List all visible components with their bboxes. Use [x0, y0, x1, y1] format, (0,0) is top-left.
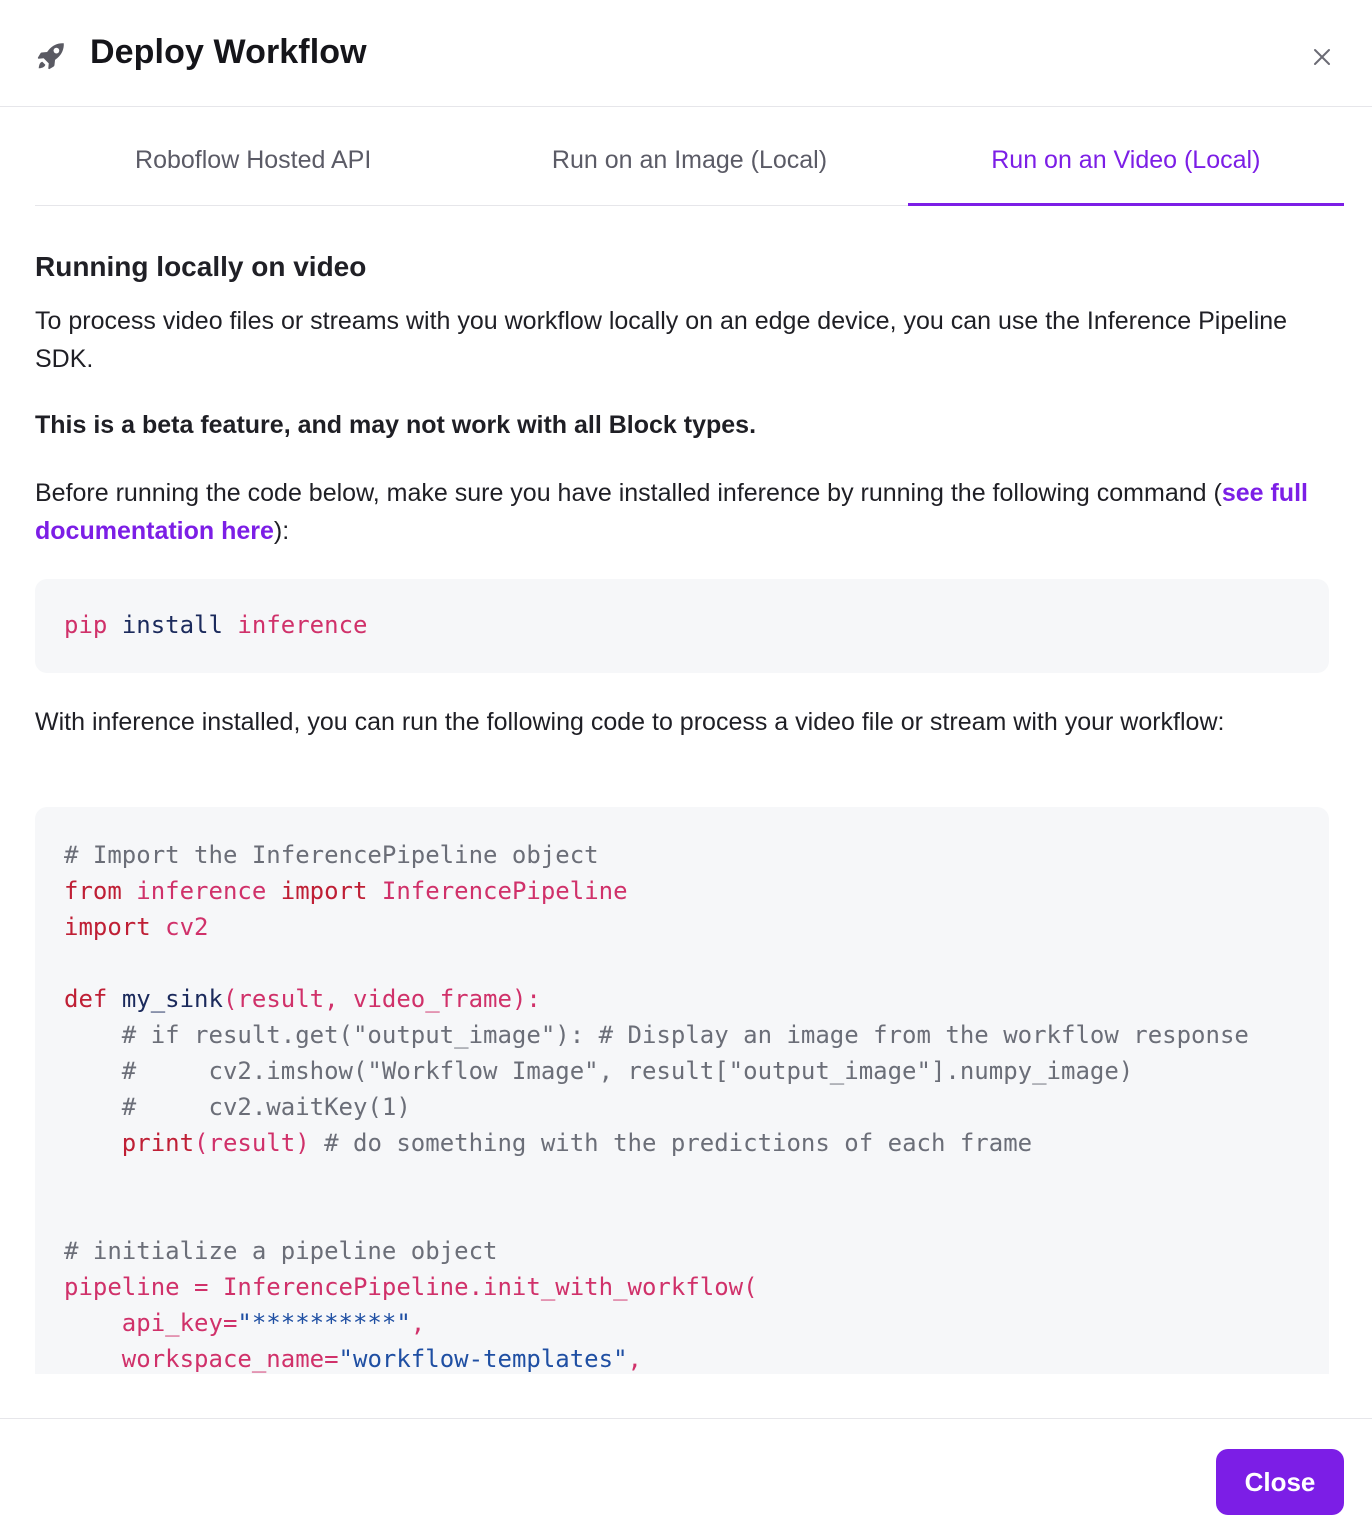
code-comment: # if result.get("output_image"): # Display an image from the workflow response	[121, 1021, 1249, 1049]
code-comment: # Import the InferencePipeline object	[64, 841, 599, 869]
code-token: print	[121, 1129, 195, 1157]
code-token: cv2	[165, 913, 209, 941]
deploy-tabs	[35, 107, 1344, 206]
code-token: api_key=	[121, 1309, 238, 1337]
code-token: def	[64, 985, 108, 1013]
code-token: workspace_name=	[121, 1345, 339, 1373]
install-suffix: ):	[273, 517, 290, 545]
dialog-footer	[0, 1418, 1372, 1518]
close-button[interactable]: Close	[1216, 1449, 1344, 1515]
code-comment: # cv2.waitKey(1)	[121, 1093, 411, 1121]
tab-hosted-api[interactable]: Roboflow Hosted API	[135, 145, 372, 174]
code-token: import	[280, 877, 368, 905]
code-token: ,	[627, 1345, 642, 1373]
code-token: inference	[136, 877, 267, 905]
code-token: pipeline = InferencePipeline.init_with_workflow(	[64, 1273, 758, 1301]
code-token: inference	[237, 611, 368, 639]
code-token: install	[121, 611, 223, 639]
code-string: "**********"	[237, 1309, 411, 1337]
install-prefix: Before running the code below, make sure you have installed inference by running the following command (	[35, 479, 1222, 507]
code-string: "workflow-templates"	[338, 1345, 628, 1373]
documentation-link[interactable]: see full documentation here	[35, 479, 1308, 545]
close-icon[interactable]	[1309, 44, 1335, 70]
code-token: import	[64, 913, 151, 941]
intro-text: To process video files or streams with you workflow locally on an edge device, you can use the Inference Pipeline SDK.	[35, 307, 1288, 373]
code-comment: # cv2.imshow("Workflow Image", result["output_image"].numpy_image)	[121, 1057, 1134, 1085]
tab-content	[35, 206, 1329, 1374]
run-instructions: With inference installed, you can run the following code to process a video file or stream with your workflow:	[35, 708, 1225, 736]
code-token: ,	[410, 1309, 426, 1337]
dialog-title: Deploy Workflow	[90, 33, 367, 71]
code-token: InferencePipeline	[381, 877, 628, 905]
rocket-icon	[33, 38, 69, 74]
code-comment: # do something with the predictions of each frame	[324, 1129, 1033, 1157]
beta-note: This is a beta feature, and may not work with all Block types.	[35, 411, 757, 439]
code-token: from	[64, 877, 122, 905]
code-token: pip	[64, 611, 108, 639]
code-token: (result)	[194, 1129, 310, 1157]
install-instructions	[35, 474, 1329, 550]
tab-run-on-image[interactable]: Run on an Image (Local)	[551, 145, 828, 174]
tab-run-on-video[interactable]: Run on an Video (Local)	[908, 107, 1344, 205]
install-code-block[interactable]	[35, 579, 1329, 673]
code-token: my_sink	[121, 985, 223, 1013]
code-token: (result, video_frame):	[222, 985, 541, 1013]
section-heading: Running locally on video	[35, 251, 367, 282]
code-comment: # initialize a pipeline object	[64, 1237, 498, 1265]
dialog-header	[0, 0, 1372, 107]
workflow-code-block[interactable]	[35, 807, 1329, 1374]
